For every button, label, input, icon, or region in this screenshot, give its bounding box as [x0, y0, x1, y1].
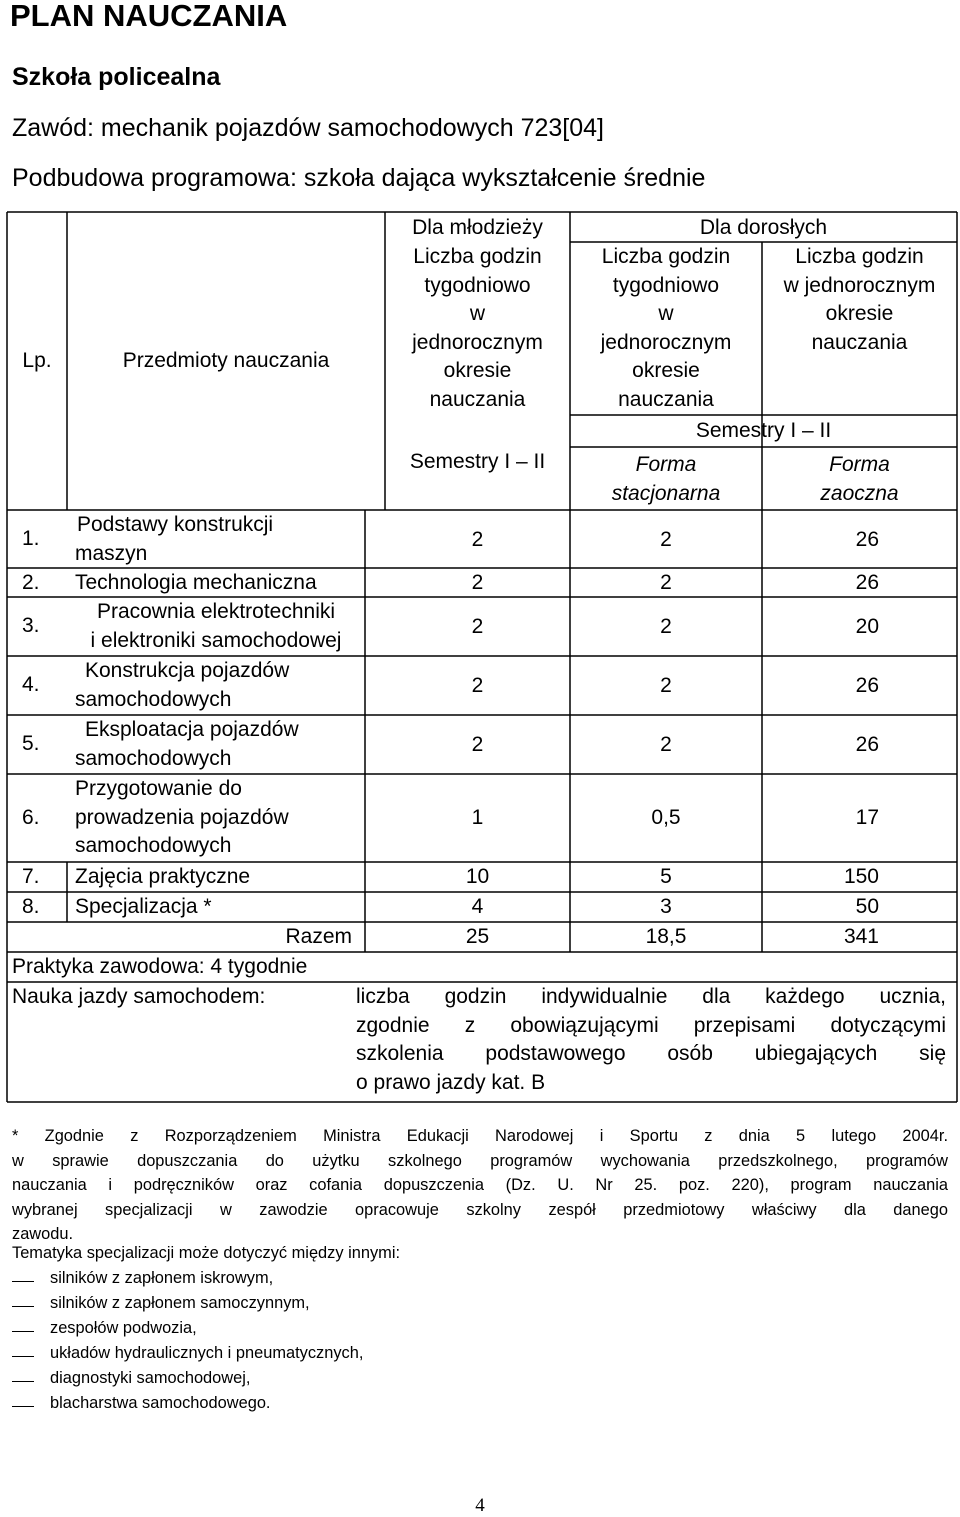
basis-line: Podbudowa programowa: szkoła dająca wykształcenie średnie — [12, 164, 706, 192]
row-1-day: 2 — [660, 527, 672, 551]
row-6-day: 0,5 — [651, 805, 681, 829]
topic-item: blacharstwa samochodowego. — [50, 1394, 271, 1412]
total-extramural: 341 — [843, 925, 879, 948]
row-4-subject: Konstrukcja pojazdów samochodowych — [75, 659, 290, 711]
topic-item: układów hydraulicznych i pneumatycznych, — [50, 1344, 364, 1362]
row-3-youth: 2 — [471, 614, 484, 638]
row-1-num: 1. — [22, 526, 40, 550]
row-6-subject: Przygotowanie do prowadzenia pojazdów samochodowych — [75, 777, 289, 857]
row-8-subject: Specjalizacja * — [75, 895, 212, 918]
row-6-num: 6. — [22, 805, 40, 829]
row-2-day: 2 — [660, 571, 672, 594]
row-3-extramural: 20 — [855, 614, 879, 638]
topic-item: silników z zapłonem iskrowym, — [50, 1269, 274, 1287]
row-4-day: 2 — [660, 673, 672, 697]
driving-label: Nauka jazdy samochodem: — [12, 985, 266, 1008]
header-adults-hours: Liczba godzin tygodniowo w jednorocznym okresie nauczania — [600, 245, 732, 411]
row-5-extramural: 26 — [855, 732, 879, 756]
header-form-day: Forma stacjonarna — [611, 453, 721, 505]
header-adults: Dla dorosłych — [699, 216, 828, 239]
row-8-extramural: 50 — [855, 895, 879, 918]
row-5-youth: 2 — [471, 732, 484, 756]
header-adults-total: Liczba godzin w jednorocznym okresie nauczania — [783, 245, 936, 354]
row-1-extramural: 26 — [855, 527, 879, 551]
document-title: PLAN NAUCZANIA — [10, 0, 288, 33]
row-4-youth: 2 — [471, 673, 484, 697]
header-lp: Lp. — [22, 348, 52, 372]
dash-bullet-icon — [12, 1406, 34, 1407]
row-1-subject: Podstawy konstrukcji maszyn — [75, 513, 274, 565]
header-form-extramural: Forma zaoczna — [820, 453, 899, 505]
row-7-extramural: 150 — [843, 865, 879, 888]
dash-bullet-icon — [12, 1331, 34, 1332]
row-8-youth: 4 — [471, 895, 484, 918]
header-youth-hours: Liczba godzin tygodniowo w jednorocznym okresie nauczania — [412, 245, 543, 411]
footnote: * Zgodnie z Rozporządzeniem Ministra Edukacji Narodowej i Sportu z dnia 5 lutego 2004r. w sprawie dopuszczania do użytku szkolnego programów wychowania przedszkolnego, programów nauczania i podręczników oraz cofania dopuszczenia (Dz. U. Nr 25. poz. 220), program nauczania wybranej specjalizacji w zawodzie opracowuje szkolny zespół przedmiotowy właściwy dla danego zawodu. — [12, 1127, 948, 1243]
header-subjects: Przedmioty nauczania — [122, 348, 330, 372]
topic-item: diagnostyki samochodowej, — [50, 1369, 251, 1387]
row-5-num: 5. — [22, 732, 40, 756]
row-4-extramural: 26 — [855, 673, 879, 697]
row-3-num: 3. — [22, 614, 40, 638]
total-label: Razem — [285, 925, 352, 948]
total-youth: 25 — [465, 925, 490, 948]
row-6-extramural: 17 — [855, 805, 879, 829]
topics-intro: Tematyka specjalizacji może dotyczyć między innymi: — [12, 1244, 401, 1262]
driving-text: liczba godzin indywidualnie dla każdego ucznia, zgodnie z obowiązującymi przepisami dotyczącymi szkolenia podstawowego osób ubiegających się o prawo jazdy kat. B — [356, 985, 946, 1094]
row-4-num: 4. — [22, 673, 40, 697]
row-1-youth: 2 — [471, 527, 484, 551]
topic-item: zespołów podwozia, — [50, 1319, 197, 1337]
row-7-youth: 10 — [465, 865, 490, 888]
row-8-num: 8. — [22, 895, 40, 918]
row-5-subject: Eksploatacja pojazdów samochodowych — [75, 718, 299, 770]
header-adults-semesters: Semestry I – II — [695, 419, 832, 442]
topic-item: silników z zapłonem samoczynnym, — [50, 1294, 310, 1312]
row-8-day: 3 — [660, 895, 672, 918]
school-type: Szkoła policealna — [12, 63, 221, 91]
row-7-subject: Zajęcia praktyczne — [75, 865, 251, 888]
practice-note: Praktyka zawodowa: 4 tygodnie — [12, 955, 308, 978]
row-2-num: 2. — [22, 571, 40, 594]
profession-line: Zawód: mechanik pojazdów samochodowych 723[04] — [12, 114, 605, 142]
row-7-num: 7. — [22, 865, 40, 888]
row-3-day: 2 — [660, 614, 672, 638]
row-2-youth: 2 — [471, 571, 484, 594]
row-6-youth: 1 — [471, 805, 484, 829]
dash-bullet-icon — [12, 1281, 34, 1282]
header-youth-semesters: Semestry I – II — [409, 450, 546, 473]
total-day: 18,5 — [645, 925, 687, 948]
row-2-extramural: 26 — [855, 571, 879, 594]
row-7-day: 5 — [660, 865, 672, 888]
row-2-subject: Technologia mechaniczna — [75, 571, 317, 594]
row-3-subject: Pracownia elektrotechniki i elektroniki samochodowej — [90, 600, 342, 652]
dash-bullet-icon — [12, 1381, 34, 1382]
dash-bullet-icon — [12, 1356, 34, 1357]
dash-bullet-icon — [12, 1306, 34, 1307]
header-youth: Dla młodzieży — [412, 216, 543, 239]
row-5-day: 2 — [660, 732, 672, 756]
page-number: 4 — [475, 1495, 485, 1516]
